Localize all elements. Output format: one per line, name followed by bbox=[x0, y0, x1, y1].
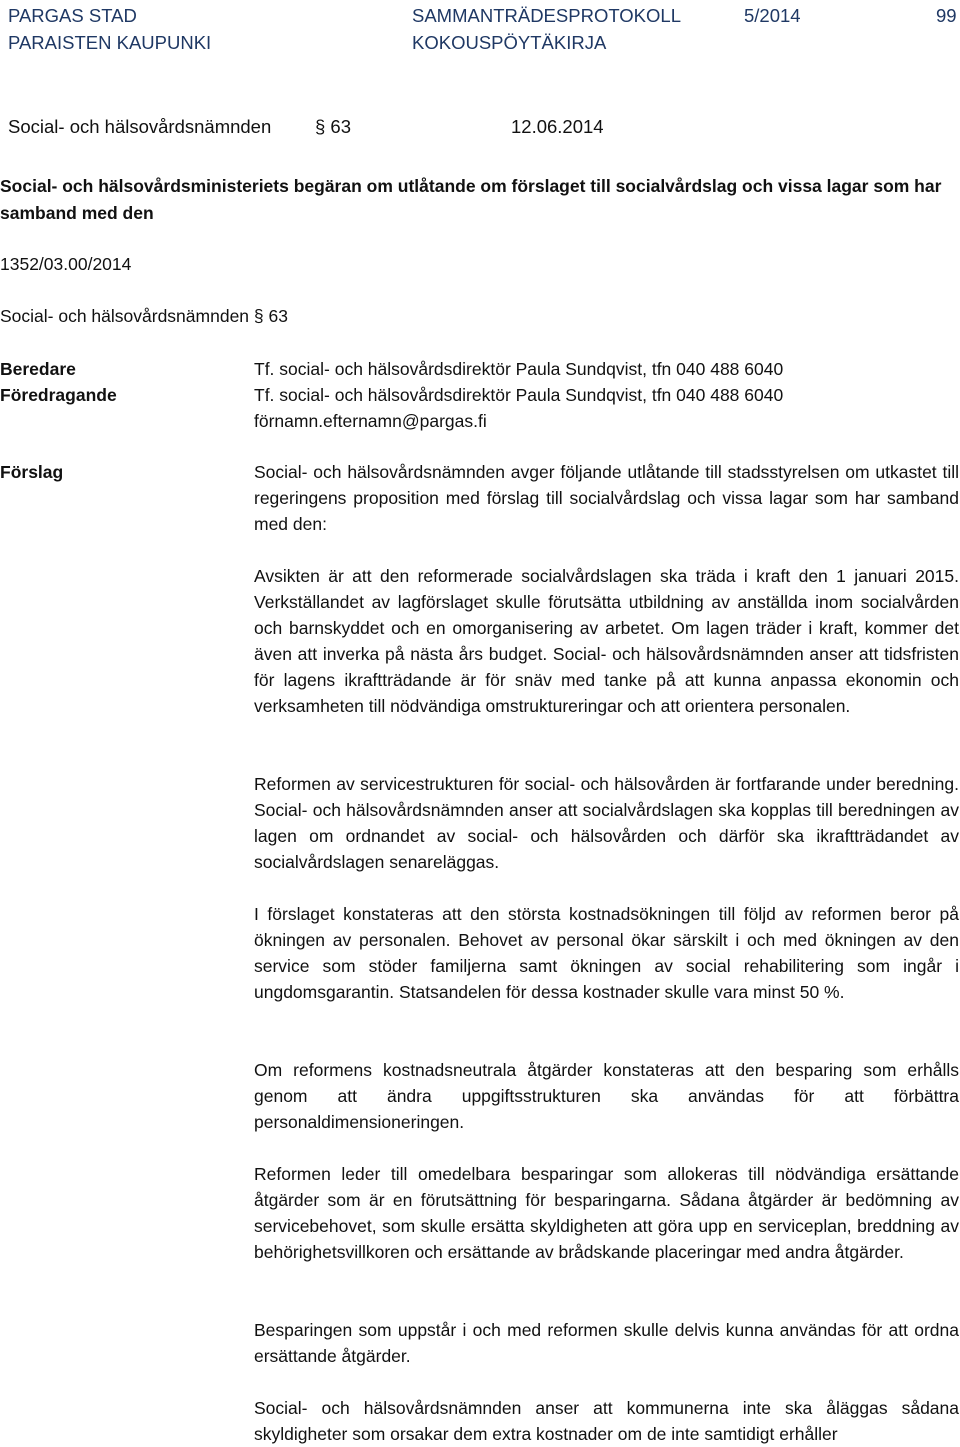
header-doc-finnish: KOKOUSPÖYTÄKIRJA bbox=[412, 32, 607, 53]
contact-email: förnamn.efternamn@pargas.fi bbox=[254, 411, 487, 431]
item-title: Social- och hälsovårdsministeriets begäran om utlåtande om förslaget till socialvårdslag och vissa lagar som har samband med den bbox=[0, 176, 942, 223]
meeting-section: § 63 bbox=[315, 116, 352, 137]
proposal-paragraph: Reformen leder till omedelbara besparingar som allokeras till nödvändiga ersättande åtgärder som är en förutsättning för besparingarna. Sådana åtgärder är bedömning av servicebehovet, som skulle ersätta skyldigheten att göra upp en serviceplan, breddning av behörighetsvillkoren och ersättande av brådskande placeringar med andra åtgärder. bbox=[254, 1164, 959, 1262]
header-page-number: 99 bbox=[936, 5, 957, 26]
proposal-paragraph: Reformen av servicestrukturen för social- och hälsovården är fortfarande under beredning. Social- och hälsovårdsnämnden anser att socialvårdslagen ska kopplas till beredningen av lagen om ordnandet av social- och hälsovården och därför ska ikraftträdandet av socialvårdslagen senareläggas. bbox=[254, 774, 959, 872]
proposal-paragraph: Social- och hälsovårdsnämnden avger följande utlåtande till stadsstyrelsen om utkastet till regeringens proposition med förslag till socialvårdslag och vissa lagar som har samband med den: bbox=[254, 462, 959, 534]
proposal-paragraph: Avsikten är att den reformerade socialvårdslagen ska träda i kraft den 1 januari 2015. Verkställandet av lagförslaget skulle förutsätta utbildning av anställda inom socialvården och barnskyddet och en omorganisering av arbetet. Om lagen träder i kraft, kommer det även att inverka på nästa års budget. Social- och hälsovårdsnämnden anser att tidsfristen för lagens ikraftträdande är för snäv med tanke på att kunna anpassa ekonomin och verksamheten till nödvändiga omstruktureringar och att orientera personalen. bbox=[254, 566, 959, 716]
header-org-finnish: PARAISTEN KAUPUNKI bbox=[8, 32, 212, 53]
item-reference: 1352/03.00/2014 bbox=[0, 254, 132, 274]
header-document-type bbox=[412, 2, 681, 56]
meeting-line bbox=[8, 115, 604, 139]
role-value-beredare: Tf. social- och hälsovårdsdirektör Paula Sundqvist, tfn 040 488 6040 bbox=[254, 359, 784, 379]
header-organization bbox=[8, 2, 211, 56]
item-body-section: Social- och hälsovårdsnämnden § 63 bbox=[0, 306, 288, 326]
proposal-paragraph: Om reformens kostnadsneutrala åtgärder konstateras att den besparing som erhålls genom att ändra uppgiftsstrukturen ska användas för att förbättra personaldimensioneringen. bbox=[254, 1060, 959, 1132]
role-label-beredare: Beredare bbox=[0, 359, 76, 379]
role-label-forslag: Förslag bbox=[0, 462, 64, 482]
proposal-paragraph: I förslaget konstateras att den största kostnadsökningen till följd av reformen beror på ökningen av personalen. Behovet av personal ökar särskilt i och med ökningen av den service som stöder familjerna samt ökningen av social rehabilitering som ingår i ungdomsgarantin. Statsandelen för dessa kostnader skulle vara minst 50 %. bbox=[254, 904, 959, 1002]
proposal-paragraph: Social- och hälsovårdsnämnden anser att kommunerna inte ska åläggas sådana skyldigheter som orsakar dem extra kostnader om de inte samtidigt erhåller bbox=[254, 1398, 959, 1444]
header-doc-swedish: SAMMANTRÄDESPROTOKOLL bbox=[412, 5, 681, 26]
meeting-body: Social- och hälsovårdsnämnden bbox=[8, 116, 272, 137]
proposal-paragraph: Besparingen som uppstår i och med reformen skulle delvis kunna användas för att ordna ersättande åtgärder. bbox=[254, 1320, 959, 1366]
meeting-date: 12.06.2014 bbox=[511, 116, 604, 137]
role-value-foredragande: Tf. social- och hälsovårdsdirektör Paula Sundqvist, tfn 040 488 6040 bbox=[254, 385, 784, 405]
header-org-swedish: PARGAS STAD bbox=[8, 5, 137, 26]
role-label-foredragande: Föredragande bbox=[0, 385, 117, 405]
header-protocol-number: 5/2014 bbox=[744, 5, 801, 26]
